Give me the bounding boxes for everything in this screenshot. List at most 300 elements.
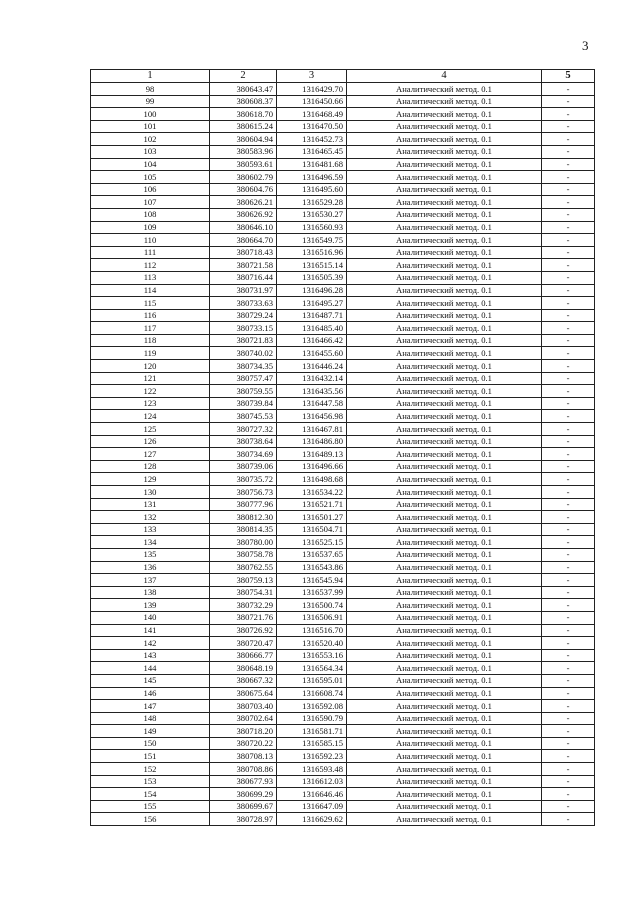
note-cell: - <box>542 234 595 247</box>
point-number-cell: 134 <box>91 536 210 549</box>
header-col-1: 1 <box>91 70 210 83</box>
point-number-cell: 141 <box>91 624 210 637</box>
table-row <box>91 574 595 587</box>
point-number-cell: 104 <box>91 158 210 171</box>
table-row <box>91 221 595 234</box>
x-coordinate-cell: 380759.55 <box>210 385 277 398</box>
y-coordinate-cell: 1316486.80 <box>277 435 347 448</box>
point-number-cell: 138 <box>91 586 210 599</box>
y-coordinate-cell: 1316505.39 <box>277 271 347 284</box>
y-coordinate-cell: 1316506.91 <box>277 611 347 624</box>
page-number: 3 <box>582 38 589 53</box>
note-cell: - <box>542 624 595 637</box>
method-cell: Аналитический метод. 0.1 <box>347 649 542 662</box>
point-number-cell: 101 <box>91 120 210 133</box>
point-number-cell: 140 <box>91 611 210 624</box>
x-coordinate-cell: 380727.32 <box>210 423 277 436</box>
y-coordinate-cell: 1316446.24 <box>277 360 347 373</box>
y-coordinate-cell: 1316495.60 <box>277 183 347 196</box>
method-cell: Аналитический метод. 0.1 <box>347 83 542 96</box>
note-cell: - <box>542 246 595 259</box>
table-row <box>91 586 595 599</box>
y-coordinate-cell: 1316489.13 <box>277 448 347 461</box>
note-cell: - <box>542 775 595 788</box>
method-cell: Аналитический метод. 0.1 <box>347 460 542 473</box>
x-coordinate-cell: 380745.53 <box>210 410 277 423</box>
y-coordinate-cell: 1316504.71 <box>277 523 347 536</box>
x-coordinate-cell: 380757.47 <box>210 372 277 385</box>
method-cell: Аналитический метод. 0.1 <box>347 95 542 108</box>
method-cell: Аналитический метод. 0.1 <box>347 750 542 763</box>
y-coordinate-cell: 1316545.94 <box>277 574 347 587</box>
x-coordinate-cell: 380615.24 <box>210 120 277 133</box>
note-cell: - <box>542 700 595 713</box>
note-cell: - <box>542 259 595 272</box>
point-number-cell: 110 <box>91 234 210 247</box>
y-coordinate-cell: 1316468.49 <box>277 108 347 121</box>
x-coordinate-cell: 380756.73 <box>210 486 277 499</box>
x-coordinate-cell: 380626.21 <box>210 196 277 209</box>
note-cell: - <box>542 221 595 234</box>
method-cell: Аналитический метод. 0.1 <box>347 347 542 360</box>
method-cell: Аналитический метод. 0.1 <box>347 712 542 725</box>
table-row <box>91 750 595 763</box>
y-coordinate-cell: 1316530.27 <box>277 208 347 221</box>
method-cell: Аналитический метод. 0.1 <box>347 183 542 196</box>
method-cell: Аналитический метод. 0.1 <box>347 687 542 700</box>
point-number-cell: 122 <box>91 385 210 398</box>
table-row <box>91 435 595 448</box>
note-cell: - <box>542 196 595 209</box>
coordinates-table <box>90 69 595 826</box>
point-number-cell: 146 <box>91 687 210 700</box>
method-cell: Аналитический метод. 0.1 <box>347 523 542 536</box>
y-coordinate-cell: 1316481.68 <box>277 158 347 171</box>
table-row <box>91 473 595 486</box>
note-cell: - <box>542 649 595 662</box>
table-row <box>91 171 595 184</box>
method-cell: Аналитический метод. 0.1 <box>347 297 542 310</box>
x-coordinate-cell: 380738.64 <box>210 435 277 448</box>
y-coordinate-cell: 1316456.98 <box>277 410 347 423</box>
x-coordinate-cell: 380664.70 <box>210 234 277 247</box>
y-coordinate-cell: 1316564.34 <box>277 662 347 675</box>
table-row <box>91 397 595 410</box>
note-cell: - <box>542 397 595 410</box>
table-row <box>91 360 595 373</box>
x-coordinate-cell: 380702.64 <box>210 712 277 725</box>
note-cell: - <box>542 133 595 146</box>
table-row <box>91 208 595 221</box>
y-coordinate-cell: 1316496.59 <box>277 171 347 184</box>
table-row <box>91 486 595 499</box>
method-cell: Аналитический метод. 0.1 <box>347 448 542 461</box>
y-coordinate-cell: 1316529.28 <box>277 196 347 209</box>
method-cell: Аналитический метод. 0.1 <box>347 586 542 599</box>
method-cell: Аналитический метод. 0.1 <box>347 259 542 272</box>
method-cell: Аналитический метод. 0.1 <box>347 599 542 612</box>
x-coordinate-cell: 380721.83 <box>210 334 277 347</box>
note-cell: - <box>542 737 595 750</box>
note-cell: - <box>542 637 595 650</box>
table-row <box>91 183 595 196</box>
method-cell: Аналитический метод. 0.1 <box>347 561 542 574</box>
table-row <box>91 158 595 171</box>
note-cell: - <box>542 712 595 725</box>
method-cell: Аналитический метод. 0.1 <box>347 725 542 738</box>
point-number-cell: 139 <box>91 599 210 612</box>
table-row <box>91 687 595 700</box>
point-number-cell: 99 <box>91 95 210 108</box>
note-cell: - <box>542 334 595 347</box>
note-cell: - <box>542 309 595 322</box>
table-row <box>91 649 595 662</box>
x-coordinate-cell: 380675.64 <box>210 687 277 700</box>
point-number-cell: 125 <box>91 423 210 436</box>
method-cell: Аналитический метод. 0.1 <box>347 788 542 801</box>
table-row <box>91 813 595 826</box>
method-cell: Аналитический метод. 0.1 <box>347 133 542 146</box>
table-row <box>91 259 595 272</box>
table-row <box>91 347 595 360</box>
y-coordinate-cell: 1316429.70 <box>277 83 347 96</box>
method-cell: Аналитический метод. 0.1 <box>347 800 542 813</box>
y-coordinate-cell: 1316496.28 <box>277 284 347 297</box>
x-coordinate-cell: 380583.96 <box>210 145 277 158</box>
point-number-cell: 118 <box>91 334 210 347</box>
point-number-cell: 135 <box>91 548 210 561</box>
y-coordinate-cell: 1316560.93 <box>277 221 347 234</box>
y-coordinate-cell: 1316496.66 <box>277 460 347 473</box>
x-coordinate-cell: 380734.35 <box>210 360 277 373</box>
note-cell: - <box>542 145 595 158</box>
header-col-2: 2 <box>210 70 277 83</box>
y-coordinate-cell: 1316515.14 <box>277 259 347 272</box>
x-coordinate-cell: 380734.69 <box>210 448 277 461</box>
y-coordinate-cell: 1316466.42 <box>277 334 347 347</box>
table-row <box>91 246 595 259</box>
table-row <box>91 511 595 524</box>
method-cell: Аналитический метод. 0.1 <box>347 700 542 713</box>
y-coordinate-cell: 1316521.71 <box>277 498 347 511</box>
table-row <box>91 800 595 813</box>
point-number-cell: 155 <box>91 800 210 813</box>
table-row <box>91 196 595 209</box>
point-number-cell: 132 <box>91 511 210 524</box>
table-row <box>91 448 595 461</box>
x-coordinate-cell: 380608.37 <box>210 95 277 108</box>
y-coordinate-cell: 1316592.08 <box>277 700 347 713</box>
note-cell: - <box>542 423 595 436</box>
point-number-cell: 130 <box>91 486 210 499</box>
note-cell: - <box>542 800 595 813</box>
method-cell: Аналитический метод. 0.1 <box>347 171 542 184</box>
x-coordinate-cell: 380721.76 <box>210 611 277 624</box>
point-number-cell: 152 <box>91 763 210 776</box>
note-cell: - <box>542 385 595 398</box>
x-coordinate-cell: 380739.84 <box>210 397 277 410</box>
method-cell: Аналитический метод. 0.1 <box>347 234 542 247</box>
point-number-cell: 136 <box>91 561 210 574</box>
point-number-cell: 147 <box>91 700 210 713</box>
table-row <box>91 372 595 385</box>
point-number-cell: 126 <box>91 435 210 448</box>
y-coordinate-cell: 1316432.14 <box>277 372 347 385</box>
method-cell: Аналитический метод. 0.1 <box>347 271 542 284</box>
point-number-cell: 102 <box>91 133 210 146</box>
method-cell: Аналитический метод. 0.1 <box>347 674 542 687</box>
point-number-cell: 117 <box>91 322 210 335</box>
table-row <box>91 599 595 612</box>
method-cell: Аналитический метод. 0.1 <box>347 196 542 209</box>
y-coordinate-cell: 1316516.70 <box>277 624 347 637</box>
x-coordinate-cell: 380716.44 <box>210 271 277 284</box>
y-coordinate-cell: 1316581.71 <box>277 725 347 738</box>
note-cell: - <box>542 511 595 524</box>
point-number-cell: 103 <box>91 145 210 158</box>
x-coordinate-cell: 380602.79 <box>210 171 277 184</box>
method-cell: Аналитический метод. 0.1 <box>347 120 542 133</box>
x-coordinate-cell: 380735.72 <box>210 473 277 486</box>
y-coordinate-cell: 1316498.68 <box>277 473 347 486</box>
method-cell: Аналитический метод. 0.1 <box>347 334 542 347</box>
method-cell: Аналитический метод. 0.1 <box>347 548 542 561</box>
table-row <box>91 284 595 297</box>
y-coordinate-cell: 1316435.56 <box>277 385 347 398</box>
point-number-cell: 123 <box>91 397 210 410</box>
x-coordinate-cell: 380762.55 <box>210 561 277 574</box>
method-cell: Аналитический метод. 0.1 <box>347 511 542 524</box>
y-coordinate-cell: 1316646.46 <box>277 788 347 801</box>
y-coordinate-cell: 1316467.81 <box>277 423 347 436</box>
method-cell: Аналитический метод. 0.1 <box>347 498 542 511</box>
y-coordinate-cell: 1316647.09 <box>277 800 347 813</box>
note-cell: - <box>542 548 595 561</box>
table-row <box>91 624 595 637</box>
y-coordinate-cell: 1316470.50 <box>277 120 347 133</box>
note-cell: - <box>542 523 595 536</box>
y-coordinate-cell: 1316485.40 <box>277 322 347 335</box>
x-coordinate-cell: 380677.93 <box>210 775 277 788</box>
x-coordinate-cell: 380703.40 <box>210 700 277 713</box>
y-coordinate-cell: 1316608.74 <box>277 687 347 700</box>
table-row <box>91 498 595 511</box>
point-number-cell: 144 <box>91 662 210 675</box>
table-row <box>91 536 595 549</box>
x-coordinate-cell: 380720.47 <box>210 637 277 650</box>
table-row <box>91 120 595 133</box>
note-cell: - <box>542 448 595 461</box>
x-coordinate-cell: 380814.35 <box>210 523 277 536</box>
method-cell: Аналитический метод. 0.1 <box>347 284 542 297</box>
x-coordinate-cell: 380648.19 <box>210 662 277 675</box>
y-coordinate-cell: 1316500.74 <box>277 599 347 612</box>
point-number-cell: 119 <box>91 347 210 360</box>
table-row <box>91 309 595 322</box>
point-number-cell: 149 <box>91 725 210 738</box>
point-number-cell: 129 <box>91 473 210 486</box>
y-coordinate-cell: 1316501.27 <box>277 511 347 524</box>
y-coordinate-cell: 1316592.23 <box>277 750 347 763</box>
x-coordinate-cell: 380731.97 <box>210 284 277 297</box>
x-coordinate-cell: 380720.22 <box>210 737 277 750</box>
note-cell: - <box>542 372 595 385</box>
method-cell: Аналитический метод. 0.1 <box>347 397 542 410</box>
table-row <box>91 788 595 801</box>
method-cell: Аналитический метод. 0.1 <box>347 108 542 121</box>
y-coordinate-cell: 1316629.62 <box>277 813 347 826</box>
x-coordinate-cell: 380718.20 <box>210 725 277 738</box>
table-row <box>91 637 595 650</box>
point-number-cell: 113 <box>91 271 210 284</box>
note-cell: - <box>542 158 595 171</box>
table-row <box>91 737 595 750</box>
point-number-cell: 127 <box>91 448 210 461</box>
note-cell: - <box>542 284 595 297</box>
method-cell: Аналитический метод. 0.1 <box>347 536 542 549</box>
method-cell: Аналитический метод. 0.1 <box>347 145 542 158</box>
y-coordinate-cell: 1316450.66 <box>277 95 347 108</box>
method-cell: Аналитический метод. 0.1 <box>347 737 542 750</box>
table-row <box>91 775 595 788</box>
table-row <box>91 712 595 725</box>
point-number-cell: 116 <box>91 309 210 322</box>
table-row <box>91 410 595 423</box>
point-number-cell: 100 <box>91 108 210 121</box>
x-coordinate-cell: 380777.96 <box>210 498 277 511</box>
table-row <box>91 297 595 310</box>
point-number-cell: 133 <box>91 523 210 536</box>
table-row <box>91 322 595 335</box>
x-coordinate-cell: 380618.70 <box>210 108 277 121</box>
note-cell: - <box>542 271 595 284</box>
point-number-cell: 109 <box>91 221 210 234</box>
y-coordinate-cell: 1316452.73 <box>277 133 347 146</box>
note-cell: - <box>542 687 595 700</box>
method-cell: Аналитический метод. 0.1 <box>347 435 542 448</box>
point-number-cell: 137 <box>91 574 210 587</box>
note-cell: - <box>542 599 595 612</box>
point-number-cell: 112 <box>91 259 210 272</box>
note-cell: - <box>542 322 595 335</box>
point-number-cell: 98 <box>91 83 210 96</box>
table-row <box>91 725 595 738</box>
method-cell: Аналитический метод. 0.1 <box>347 322 542 335</box>
method-cell: Аналитический метод. 0.1 <box>347 423 542 436</box>
x-coordinate-cell: 380708.13 <box>210 750 277 763</box>
method-cell: Аналитический метод. 0.1 <box>347 637 542 650</box>
x-coordinate-cell: 380732.29 <box>210 599 277 612</box>
x-coordinate-cell: 380754.31 <box>210 586 277 599</box>
y-coordinate-cell: 1316520.40 <box>277 637 347 650</box>
point-number-cell: 131 <box>91 498 210 511</box>
x-coordinate-cell: 380733.15 <box>210 322 277 335</box>
y-coordinate-cell: 1316495.27 <box>277 297 347 310</box>
table-row <box>91 611 595 624</box>
x-coordinate-cell: 380726.92 <box>210 624 277 637</box>
x-coordinate-cell: 380721.58 <box>210 259 277 272</box>
method-cell: Аналитический метод. 0.1 <box>347 486 542 499</box>
note-cell: - <box>542 788 595 801</box>
note-cell: - <box>542 586 595 599</box>
method-cell: Аналитический метод. 0.1 <box>347 158 542 171</box>
y-coordinate-cell: 1316593.48 <box>277 763 347 776</box>
point-number-cell: 150 <box>91 737 210 750</box>
x-coordinate-cell: 380626.92 <box>210 208 277 221</box>
point-number-cell: 148 <box>91 712 210 725</box>
x-coordinate-cell: 380708.86 <box>210 763 277 776</box>
y-coordinate-cell: 1316595.01 <box>277 674 347 687</box>
y-coordinate-cell: 1316525.15 <box>277 536 347 549</box>
table-row <box>91 423 595 436</box>
table-row <box>91 662 595 675</box>
note-cell: - <box>542 561 595 574</box>
header-col-4: 4 <box>347 70 542 83</box>
note-cell: - <box>542 108 595 121</box>
method-cell: Аналитический метод. 0.1 <box>347 662 542 675</box>
note-cell: - <box>542 498 595 511</box>
note-cell: - <box>542 674 595 687</box>
x-coordinate-cell: 380728.97 <box>210 813 277 826</box>
x-coordinate-cell: 380739.06 <box>210 460 277 473</box>
y-coordinate-cell: 1316590.79 <box>277 712 347 725</box>
y-coordinate-cell: 1316465.45 <box>277 145 347 158</box>
header-col-3: 3 <box>277 70 347 83</box>
note-cell: - <box>542 662 595 675</box>
table-row <box>91 133 595 146</box>
note-cell: - <box>542 725 595 738</box>
note-cell: - <box>542 120 595 133</box>
note-cell: - <box>542 297 595 310</box>
y-coordinate-cell: 1316516.96 <box>277 246 347 259</box>
y-coordinate-cell: 1316585.15 <box>277 737 347 750</box>
y-coordinate-cell: 1316549.75 <box>277 234 347 247</box>
table-row <box>91 234 595 247</box>
note-cell: - <box>542 486 595 499</box>
table-row <box>91 145 595 158</box>
y-coordinate-cell: 1316534.22 <box>277 486 347 499</box>
method-cell: Аналитический метод. 0.1 <box>347 813 542 826</box>
point-number-cell: 121 <box>91 372 210 385</box>
note-cell: - <box>542 574 595 587</box>
note-cell: - <box>542 473 595 486</box>
note-cell: - <box>542 750 595 763</box>
table-row <box>91 83 595 96</box>
point-number-cell: 142 <box>91 637 210 650</box>
table-row <box>91 674 595 687</box>
method-cell: Аналитический метод. 0.1 <box>347 309 542 322</box>
point-number-cell: 120 <box>91 360 210 373</box>
point-number-cell: 114 <box>91 284 210 297</box>
method-cell: Аналитический метод. 0.1 <box>347 611 542 624</box>
x-coordinate-cell: 380646.10 <box>210 221 277 234</box>
x-coordinate-cell: 380812.30 <box>210 511 277 524</box>
note-cell: - <box>542 360 595 373</box>
note-cell: - <box>542 813 595 826</box>
method-cell: Аналитический метод. 0.1 <box>347 208 542 221</box>
y-coordinate-cell: 1316543.86 <box>277 561 347 574</box>
note-cell: - <box>542 460 595 473</box>
point-number-cell: 105 <box>91 171 210 184</box>
table-row <box>91 108 595 121</box>
method-cell: Аналитический метод. 0.1 <box>347 221 542 234</box>
method-cell: Аналитический метод. 0.1 <box>347 385 542 398</box>
method-cell: Аналитический метод. 0.1 <box>347 574 542 587</box>
y-coordinate-cell: 1316537.65 <box>277 548 347 561</box>
point-number-cell: 143 <box>91 649 210 662</box>
table-body <box>91 83 595 826</box>
table-row <box>91 460 595 473</box>
